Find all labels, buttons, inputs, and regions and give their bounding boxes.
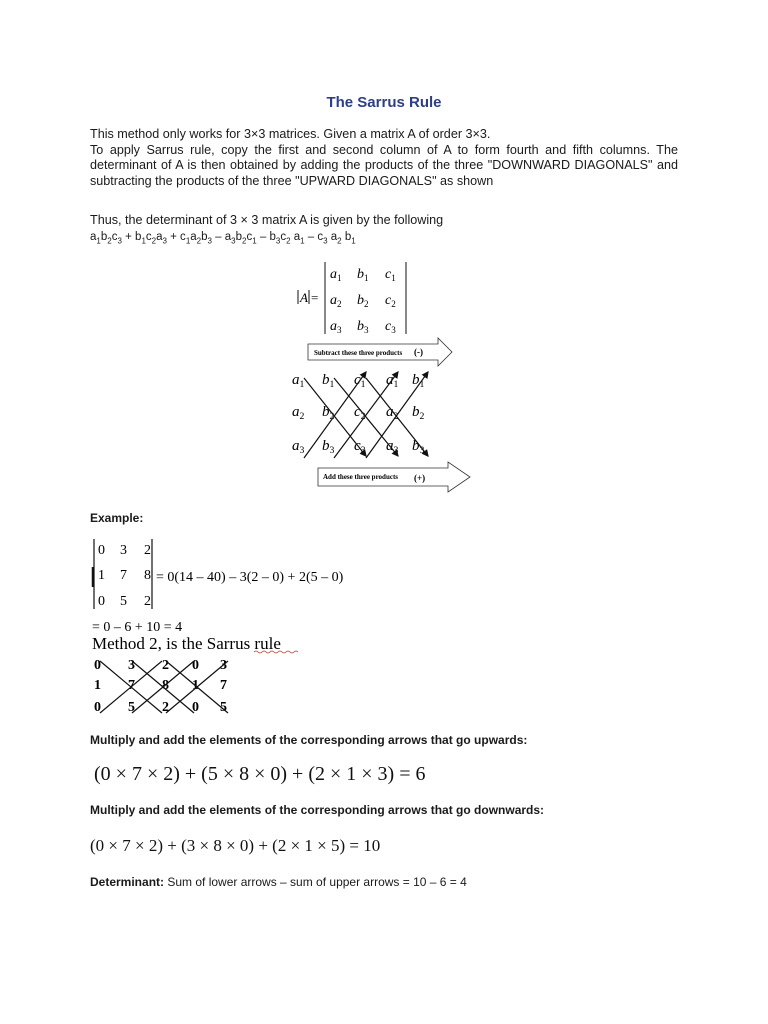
example-extended-entry: 0 [192,700,199,715]
formula-subscript: 2 [337,236,342,246]
extended-entry: $a_1$ [292,372,305,390]
example-matrix-entry: 0 [98,543,105,558]
formula-subscript: 2 [151,236,157,246]
formula-subscript: 2 [242,236,247,246]
matrix-entry: $a_3$ [330,319,342,335]
extended-entry: $a_2$ [386,404,399,422]
matrix-entry: $b_2$ [357,293,369,309]
example-extended-entry: 0 [94,700,101,715]
extended-entry: $a_1$ [386,372,399,390]
example-matrix-entry: 5 [120,594,127,609]
formula-var: c [280,231,287,243]
example-matrix-entry: 1 [98,568,105,583]
formula-subscript: 3 [162,236,167,246]
sarrus-diagram [290,258,480,496]
formula-subscript: 3 [207,236,212,246]
formula-subscript: 1 [300,236,305,246]
matrix-entry: $c_2$ [385,293,396,309]
downward-label: Multiply and add the elements of the corresponding arrows that go downwards: [90,803,545,817]
formula-var: b [235,231,243,243]
thus-line: Thus, the determinant of 3 × 3 matrix A is given by the following [90,213,444,227]
example-expansion: = 0(14 – 40) – 3(2 – 0) + 2(5 – 0) [156,570,344,585]
formula-var: + b [121,231,142,243]
example-extended-entry: 1 [192,678,199,693]
formula-var: – c [304,231,324,243]
example-extended-entry: 5 [128,700,135,715]
example-result: = 0 – 6 + 10 = 4 [92,620,183,635]
formula-subscript: 3 [231,236,236,246]
upward-label: Multiply and add the elements of the corresponding arrows that go upwards: [90,733,528,747]
formula-subscript: 2 [196,236,202,246]
formula-var: + c [166,231,186,243]
formula-var: a [156,231,163,243]
formula-var: a [290,231,301,243]
determinant-summary [90,875,467,889]
intro-line-1: This method only works for 3×3 matrices. Given a matrix A of order 3×3. [90,127,491,141]
formula-subscript: 1 [96,236,101,246]
extended-entry: $b_3$ [412,438,425,456]
example-matrix-entry: 3 [120,543,127,558]
add-sign: (+) [414,473,426,483]
example-extended-entry: 3 [128,658,135,673]
example-extended-entry: 2 [162,700,169,715]
downward-equation: (0 × 7 × 2) + (3 × 8 × 0) + (2 × 1 × 5) = 10 [90,836,381,855]
method2-heading: Method 2, is the Sarrus rule [92,634,281,653]
example-extended-entry: 2 [162,658,169,673]
formula-var: a [90,231,97,243]
formula-var: c [145,231,152,243]
formula-subscript: 3 [117,236,122,246]
intro-paragraph [90,127,678,189]
example-label: Example: [90,511,144,525]
example-matrix-entry: 8 [144,568,151,583]
example-extended-entry: 0 [192,658,199,673]
example-extended-entry: 0 [94,658,101,673]
example-extended-entry: 7 [128,678,135,693]
example-matrix-entry: 2 [144,594,151,609]
extended-entry: $b_2$ [322,404,335,422]
matrix-entry: $b_1$ [357,267,369,283]
formula-var: c [246,231,253,243]
formula-var: b [100,231,108,243]
extended-entry: $b_1$ [322,372,335,390]
extended-entry: $a_2$ [292,404,305,422]
extended-entry: $a_3$ [386,438,399,456]
matrix-entry: $a_1$ [330,267,342,283]
intro-body: To apply Sarrus rule, copy the first and second column of A to form fourth and fifth columns. The determinant of A is then obtained by adding the products of the three "DOWNWARD DIAGONALS" and subtracting the products of the three "UPWARD DIAGONALS" as shown [90,142,678,188]
example-extended-entry: 5 [220,700,227,715]
determinant-label: Determinant: [90,875,165,889]
formula-var: b [341,231,352,243]
determinant-text: Sum of lower arrows – sum of upper arrows = 10 – 6 = 4 [164,875,467,889]
formula-subscript: 3 [275,236,281,246]
formula-subscript: 1 [141,236,146,246]
formula-subscript: 2 [107,236,112,246]
extended-entry: $b_1$ [412,372,425,390]
extended-entry: $c_3$ [354,438,366,456]
formula-subscript: 1 [185,236,191,246]
matrix-entry: $c_3$ [385,319,396,335]
extended-entry: $c_2$ [354,404,366,422]
formula-subscript: 1 [351,236,356,246]
example-extended-entry: 8 [162,678,169,693]
extended-entry: $c_1$ [354,372,366,390]
formula-var: – b [256,231,276,243]
formula-var: a [190,231,197,243]
upward-equation: (0 × 7 × 2) + (5 × 8 × 0) + (2 × 1 × 3) = 6 [94,763,426,785]
formula-subscript: 1 [252,236,257,246]
matrix-entry: $a_2$ [330,293,342,309]
matrix-entry: $c_1$ [385,267,396,283]
formula-subscript: 3 [323,236,328,246]
example-matrix-entry: 0 [98,594,105,609]
example-extended-entry: 3 [220,658,227,673]
subtract-label: Subtract these three products [314,349,403,357]
page-title: The Sarrus Rule [326,94,442,111]
extended-entry: $b_3$ [322,438,335,456]
example-matrix-entry: 2 [144,543,151,558]
example-extended-entry: 7 [220,678,227,693]
add-label: Add these three products [323,473,398,481]
formula-var: c [111,231,118,243]
formula-var: – a [211,231,232,243]
formula-var: b [201,231,208,243]
formula-var: a [327,231,338,243]
example-diagram [90,537,362,717]
det-label-eq: = [311,290,319,305]
matrix-entry: $b_3$ [357,319,369,335]
formula-subscript: 2 [286,236,291,246]
det-label-a: A [300,290,308,305]
extended-entry: $a_3$ [292,438,305,456]
subtract-sign: (-) [414,347,423,357]
example-extended-entry: 1 [94,678,101,693]
determinant-formula [90,231,356,245]
example-matrix-entry: 7 [120,568,127,583]
extended-entry: $b_2$ [412,404,425,422]
